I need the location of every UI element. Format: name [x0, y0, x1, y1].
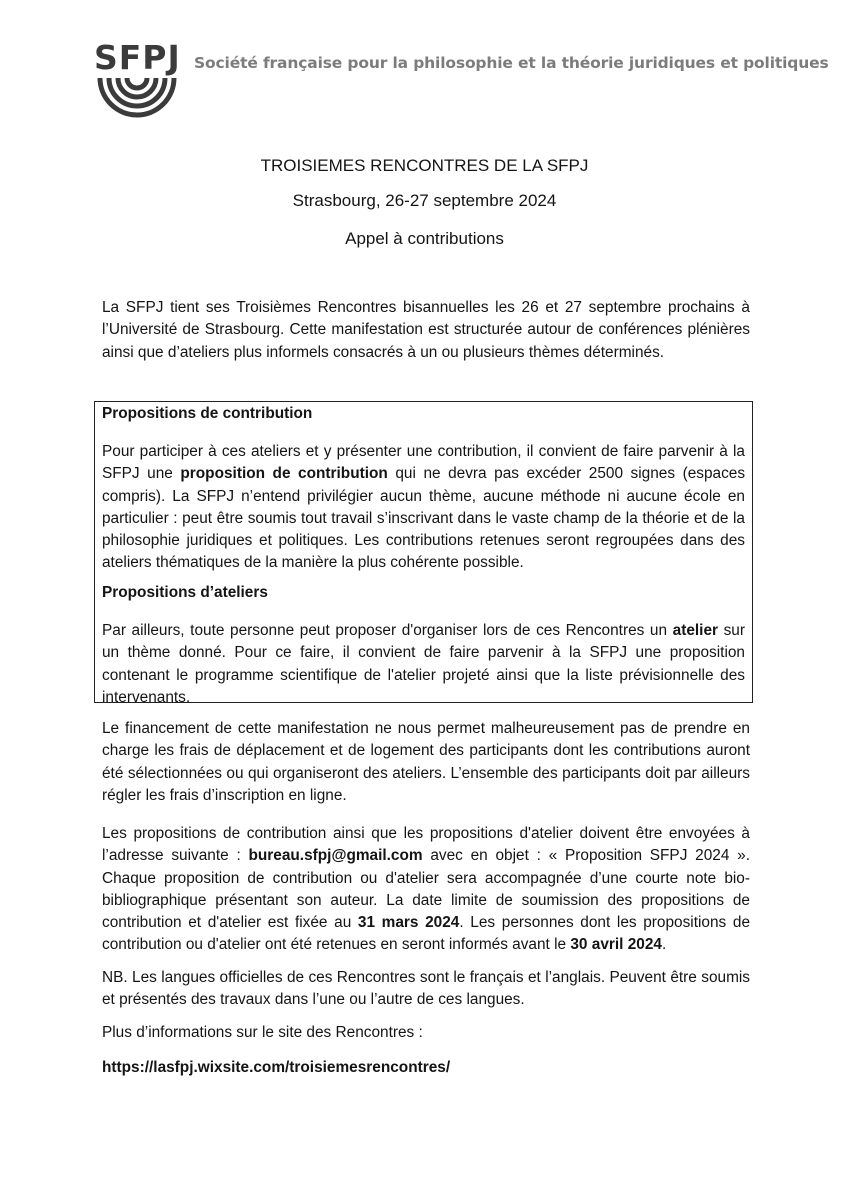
proposals-box — [94, 401, 753, 706]
event-place-date: Strasbourg, 26-27 septembre 2024 — [292, 191, 557, 210]
event-title: TROISIEMES RENCONTRES DE LA SFPJ — [260, 156, 589, 175]
submission-paragraph: Les propositions de contribution ainsi que les propositions d'atelier doivent être envoyées à l’adresse suivante : bureau.sfpj@gmail.com avec en objet : « Proposition SFPJ 2024 ». Chaque proposition de contribution ou d'atelier sera accompagnée d’une courte note bio-bibliographique présentant son auteur. La date limite de soumission des propositions de contribution et d'atelier est fixée au 31 mars 2024. Les personnes dont les propositions de contribution ou d'atelier ont été retenues en seront informés avant le 30 avril 2024. — [102, 825, 751, 954]
intro-paragraph: La SFPJ tient ses Troisièmes Rencontres bisannuelles les 26 et 27 septembre prochains à l’Université de Strasbourg. Cette manifestation est structurée autour de conférences plénières ainsi que d’ateliers plus informels consacrés à un ou plusieurs thèmes déterminés. — [102, 299, 750, 361]
contribution-heading: Propositions de contribution — [102, 405, 313, 422]
funding-paragraph: Le financement de cette manifestation ne nous permet malheureusement pas de prendre en charge les frais de déplacement et de logement des participants dont les contributions auront été sélectionnées ou qui organiseront des ateliers. L’ensemble des participants doit par ailleurs régler les frais d’inscription en ligne. — [102, 720, 750, 804]
workshop-emphasis: atelier — [672, 622, 719, 639]
contribution-paragraph: Pour participer à ces ateliers et y présenter une contribution, il convient de faire parvenir à la SFPJ une proposition de contribution qui ne devra pas excéder 2500 signes (espaces compris). La SFPJ n’entend privilégier aucun thème, aucune méthode ni aucune école en particulier : peut être soumis tout travail s’inscrivant dans le vaste champ de la théorie et de la philosophie juridiques et politiques. Les contributions retenues seront regroupées dans des ateliers thématiques de la manière la plus cohérente possible. — [102, 443, 746, 572]
contact-email[interactable]: bureau.sfpj@gmail.com — [248, 847, 423, 865]
deadline-date: 31 mars 2024 — [357, 914, 460, 932]
workshop-heading: Propositions d’ateliers — [102, 584, 268, 601]
languages-paragraph: NB. Les langues officielles de ces Rencontres sont le français et l’anglais. Peuvent être soumis et présentés des travaux dans l’une ou l’autre de ces langues. — [102, 969, 750, 1009]
contribution-proposal-emphasis: proposition de contribution — [180, 465, 388, 483]
notification-date: 30 avril 2024 — [570, 936, 662, 954]
society-name: Société française pour la philosophie et la théorie juridiques et politiques — [194, 54, 829, 72]
sfpj-logo-arcs-icon — [94, 76, 180, 122]
more-info-label: Plus d’informations sur le site des Rencontres : — [102, 1024, 423, 1041]
sfpj-logo-text: SFPJ — [94, 38, 181, 77]
website-link[interactable]: https://lasfpj.wixsite.com/troisiemesrencontres/ — [102, 1059, 451, 1076]
call-for-papers-label: Appel à contributions — [345, 229, 504, 248]
workshop-paragraph: Par ailleurs, toute personne peut proposer d'organiser lors de ces Rencontres un atelier sur un thème donné. Pour ce faire, il convient de faire parvenir à la SFPJ une proposition contenant le programme scientifique de l'atelier projeté ainsi que la liste prévisionnelle des intervenants. — [102, 622, 745, 706]
letterhead — [94, 38, 829, 120]
